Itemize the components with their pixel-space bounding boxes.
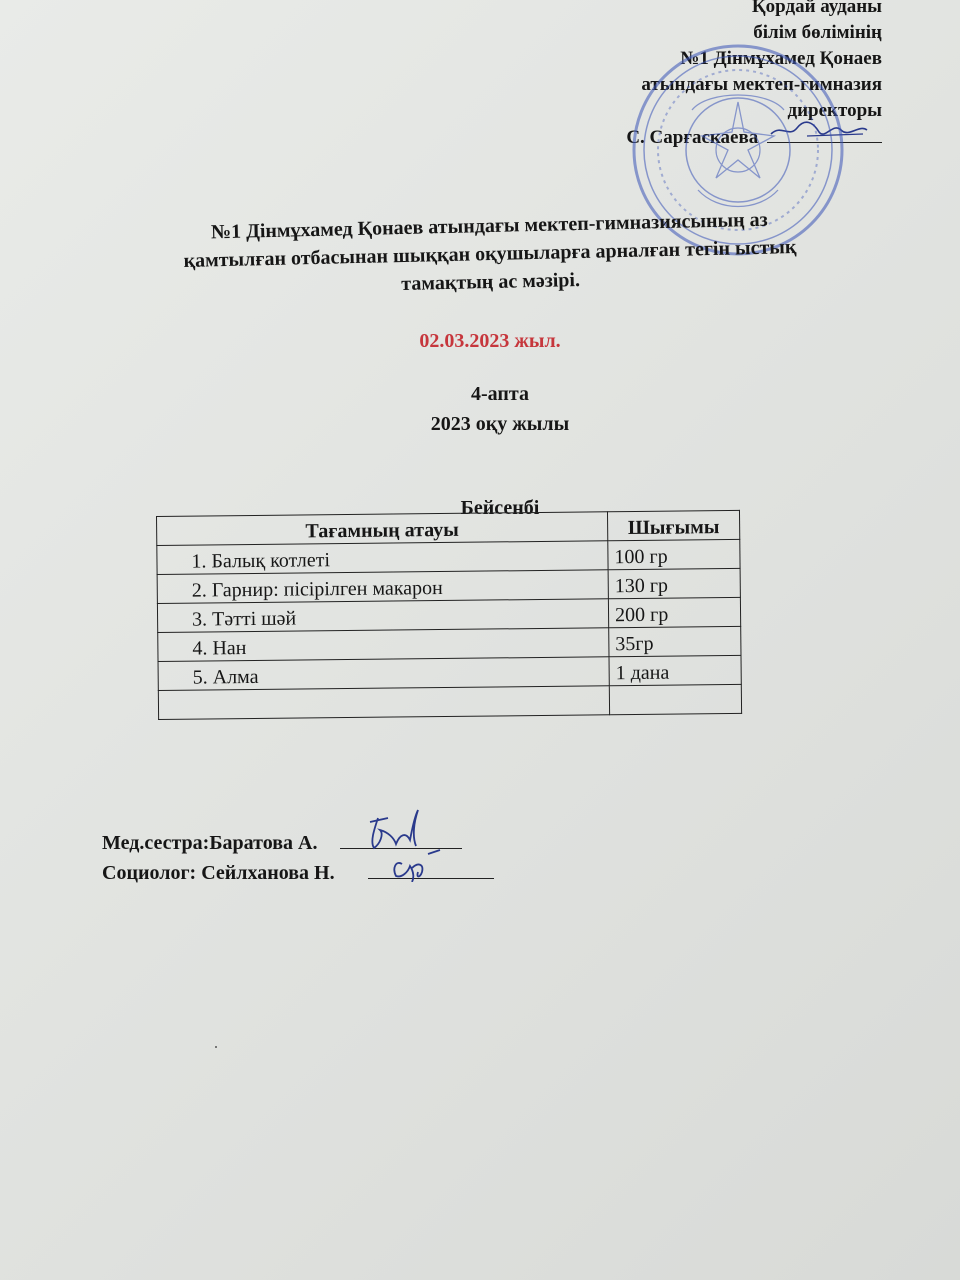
school-year-label: 2023 оқу жылы — [430, 413, 570, 435]
approval-line: білім бөлімінің — [753, 22, 882, 43]
approval-line: атындағы мектеп-гимназия — [641, 74, 882, 95]
weekday-label: Бейсенбі — [460, 497, 540, 519]
title-line: қамтылған отбасынан шыққан оқушыларға арналған тегін ыстық — [183, 236, 797, 272]
dish-yield: 35гр — [609, 626, 741, 656]
dish-yield: 200 гр — [608, 597, 740, 627]
menu-date: 02.03.2023 жыл. — [419, 330, 561, 352]
week-label: 4-апта — [471, 383, 529, 405]
approval-line: Қордай ауданы — [751, 0, 882, 17]
menu-table — [156, 510, 742, 720]
dish-name: 3. Тәтті шәй — [157, 599, 608, 633]
approval-line: №1 Дінмұхамед Қонаев — [680, 48, 882, 69]
director-name: С. Сарғаскаева — [626, 127, 759, 148]
title-line: №1 Дінмұхамед Қонаев атындағы мектеп-гимназиясының аз — [210, 208, 768, 244]
title-line: тамақтың ас мәзірі. — [401, 268, 581, 296]
dish-yield: 1 дана — [609, 655, 741, 685]
column-header-yield: Шығымы — [607, 510, 739, 540]
nurse-name: Мед.сестра:Баратова А. — [102, 832, 318, 854]
empty-cell — [609, 684, 741, 714]
dish-name: 2. Гарнир: пісірілген макарон — [157, 570, 608, 604]
dish-yield: 130 гр — [608, 568, 740, 598]
empty-cell — [158, 686, 609, 720]
approval-line: директоры — [787, 100, 882, 121]
sociologist-signature — [368, 838, 494, 882]
sociologist-name: Социолог: Сейлханова Н. — [102, 862, 335, 884]
dish-yield: 100 гр — [608, 539, 740, 569]
sociologist-signature-row — [102, 858, 494, 888]
column-header-dish: Тағамның атауы — [157, 512, 608, 546]
paper-speck — [215, 1046, 217, 1048]
dish-name: 4. Нан — [158, 628, 609, 662]
document-title — [109, 203, 871, 304]
signature-underline — [368, 860, 494, 879]
dish-name: 1. Балық котлеті — [157, 541, 608, 575]
dish-name: 5. Алма — [158, 657, 609, 691]
empty-table-row — [158, 684, 741, 719]
signers-block — [102, 828, 494, 888]
